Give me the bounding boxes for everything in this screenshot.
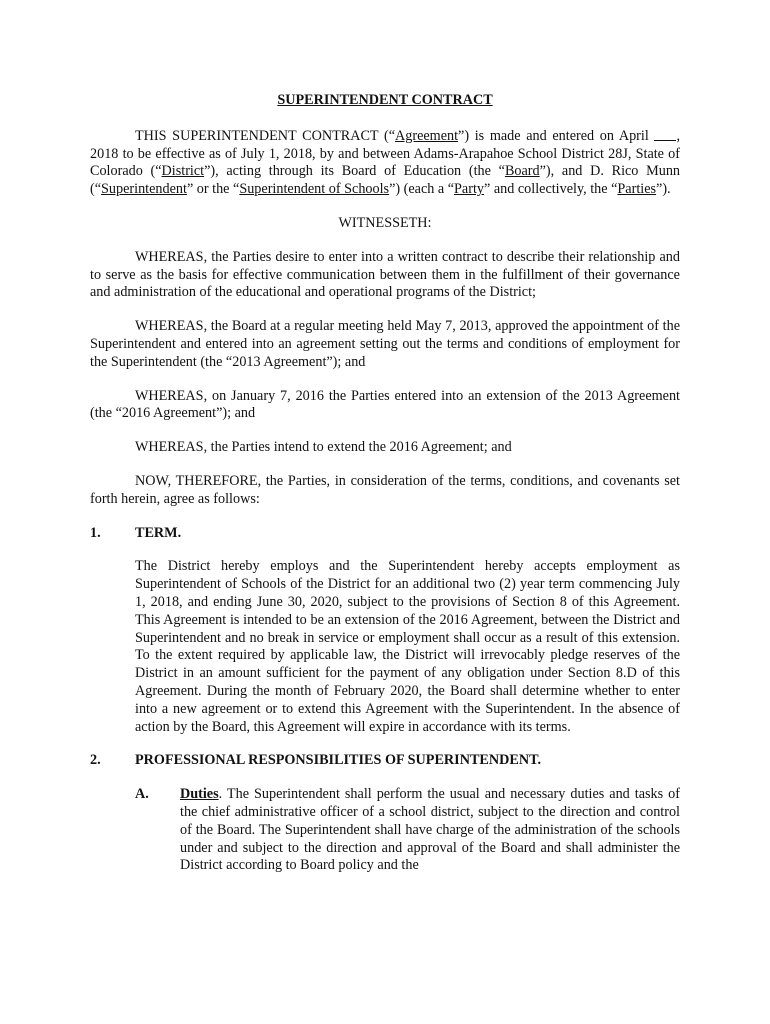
recital-paragraph: WHEREAS, the Parties intend to extend the 2016 Agreement; and — [135, 439, 512, 456]
date-blank — [654, 128, 676, 141]
intro-text: ”). — [656, 181, 671, 198]
defined-term-agreement: Agreement — [395, 127, 459, 144]
section-1-heading — [90, 525, 680, 543]
document-title: SUPERINTENDENT CONTRACT — [277, 92, 493, 108]
defined-term-board: Board — [504, 163, 540, 180]
defined-term-superintendent-of-schools: Superintendent of Schools — [239, 181, 390, 198]
recital-paragraph: WHEREAS, the Board at a regular meeting held May 7, 2013, approved the appointment of the Superintendent and entered into an agreement setting out the terms and conditions of employment for the Superintendent (the “2013 Agreement”); and — [90, 318, 680, 370]
recital-paragraph: NOW, THEREFORE, the Parties, in consideration of the terms, conditions, and covenants set forth herein, agree as follows: — [90, 472, 680, 507]
defined-term-district: District — [161, 163, 205, 180]
recital-paragraph: WHEREAS, the Parties desire to enter into a written contract to describe their relationship and to serve as the basis for effective communication between them in the fulfillment of their governance and administration of the educational and operational programs of the District; — [90, 248, 680, 301]
intro-text: ”), and D. Rico Munn (“ — [90, 163, 681, 198]
subsection-a — [135, 786, 680, 875]
intro-text: ”), acting through its Board of Education (the “ — [204, 163, 505, 180]
subsection-letter: A. — [135, 786, 149, 803]
section-number: 2. — [90, 752, 101, 769]
intro-text: ”) (each a “ — [389, 181, 455, 198]
section-title: PROFESSIONAL RESPONSIBILITIES OF SUPERINTENDENT. — [135, 752, 542, 769]
defined-term-party: Party — [454, 181, 484, 198]
intro-text: ” or the “ — [186, 181, 240, 198]
intro-text: ” and collectively, the “ — [484, 181, 618, 198]
section-title: TERM. — [135, 524, 182, 541]
intro-text: THIS SUPERINTENDENT CONTRACT (“ — [135, 127, 396, 144]
section-1-body: The District hereby employs and the Superintendent hereby accepts employment as Superintendent of Schools of the District for an additional two (2) year term commencing July 1, 2018, and ending June 30, 2020, subject to the provisions of Section 8 of this Agreement. This Agreement is intended to be an extension of the 2016 Agreement, between the District and Superintendent and no break in service or employment shall occur as a result of this extension. To the extent required by applicable law, the District will irrevocably pledge reserves of the District in an amount sufficient for the payment of any obligation under Section 8.D of this Agreement. During the month of February 2020, the Board shall determine whether to enter into a new agreement or to extend this Agreement with the Superintendent. In the absence of action by the Board, this Agreement will expire in accordance with its terms. — [135, 558, 680, 735]
subsection-title: Duties — [180, 786, 219, 803]
section-number: 1. — [90, 524, 101, 541]
subsection-body: . The Superintendent shall perform the usual and necessary duties and tasks of the chief administrative officer of a school district, subject to the direction and control of the Board. The Superintendent shall have charge of the administration of the schools under and subject to the direction and approval of the Board and shall administer the District according to Board policy and the — [180, 786, 680, 874]
witnesseth-heading: WITNESSETH: — [338, 214, 432, 231]
defined-term-parties: Parties — [617, 181, 657, 198]
intro-paragraph — [90, 128, 680, 199]
recital-paragraph: WHEREAS, on January 7, 2016 the Parties entered into an extension of the 2013 Agreement (the “2016 Agreement”); and — [90, 387, 680, 422]
subsection-a-text — [180, 786, 680, 875]
intro-text: ”) is made and entered on April — [458, 127, 655, 144]
defined-term-superintendent: Superintendent — [101, 181, 187, 198]
section-2-heading — [90, 752, 680, 770]
document-page — [90, 92, 680, 875]
intro-text: , 2018 to be effective as of July 1, 2018, by and between Adams-Arapahoe School District 28J, State of Colorado (“ — [90, 127, 680, 180]
